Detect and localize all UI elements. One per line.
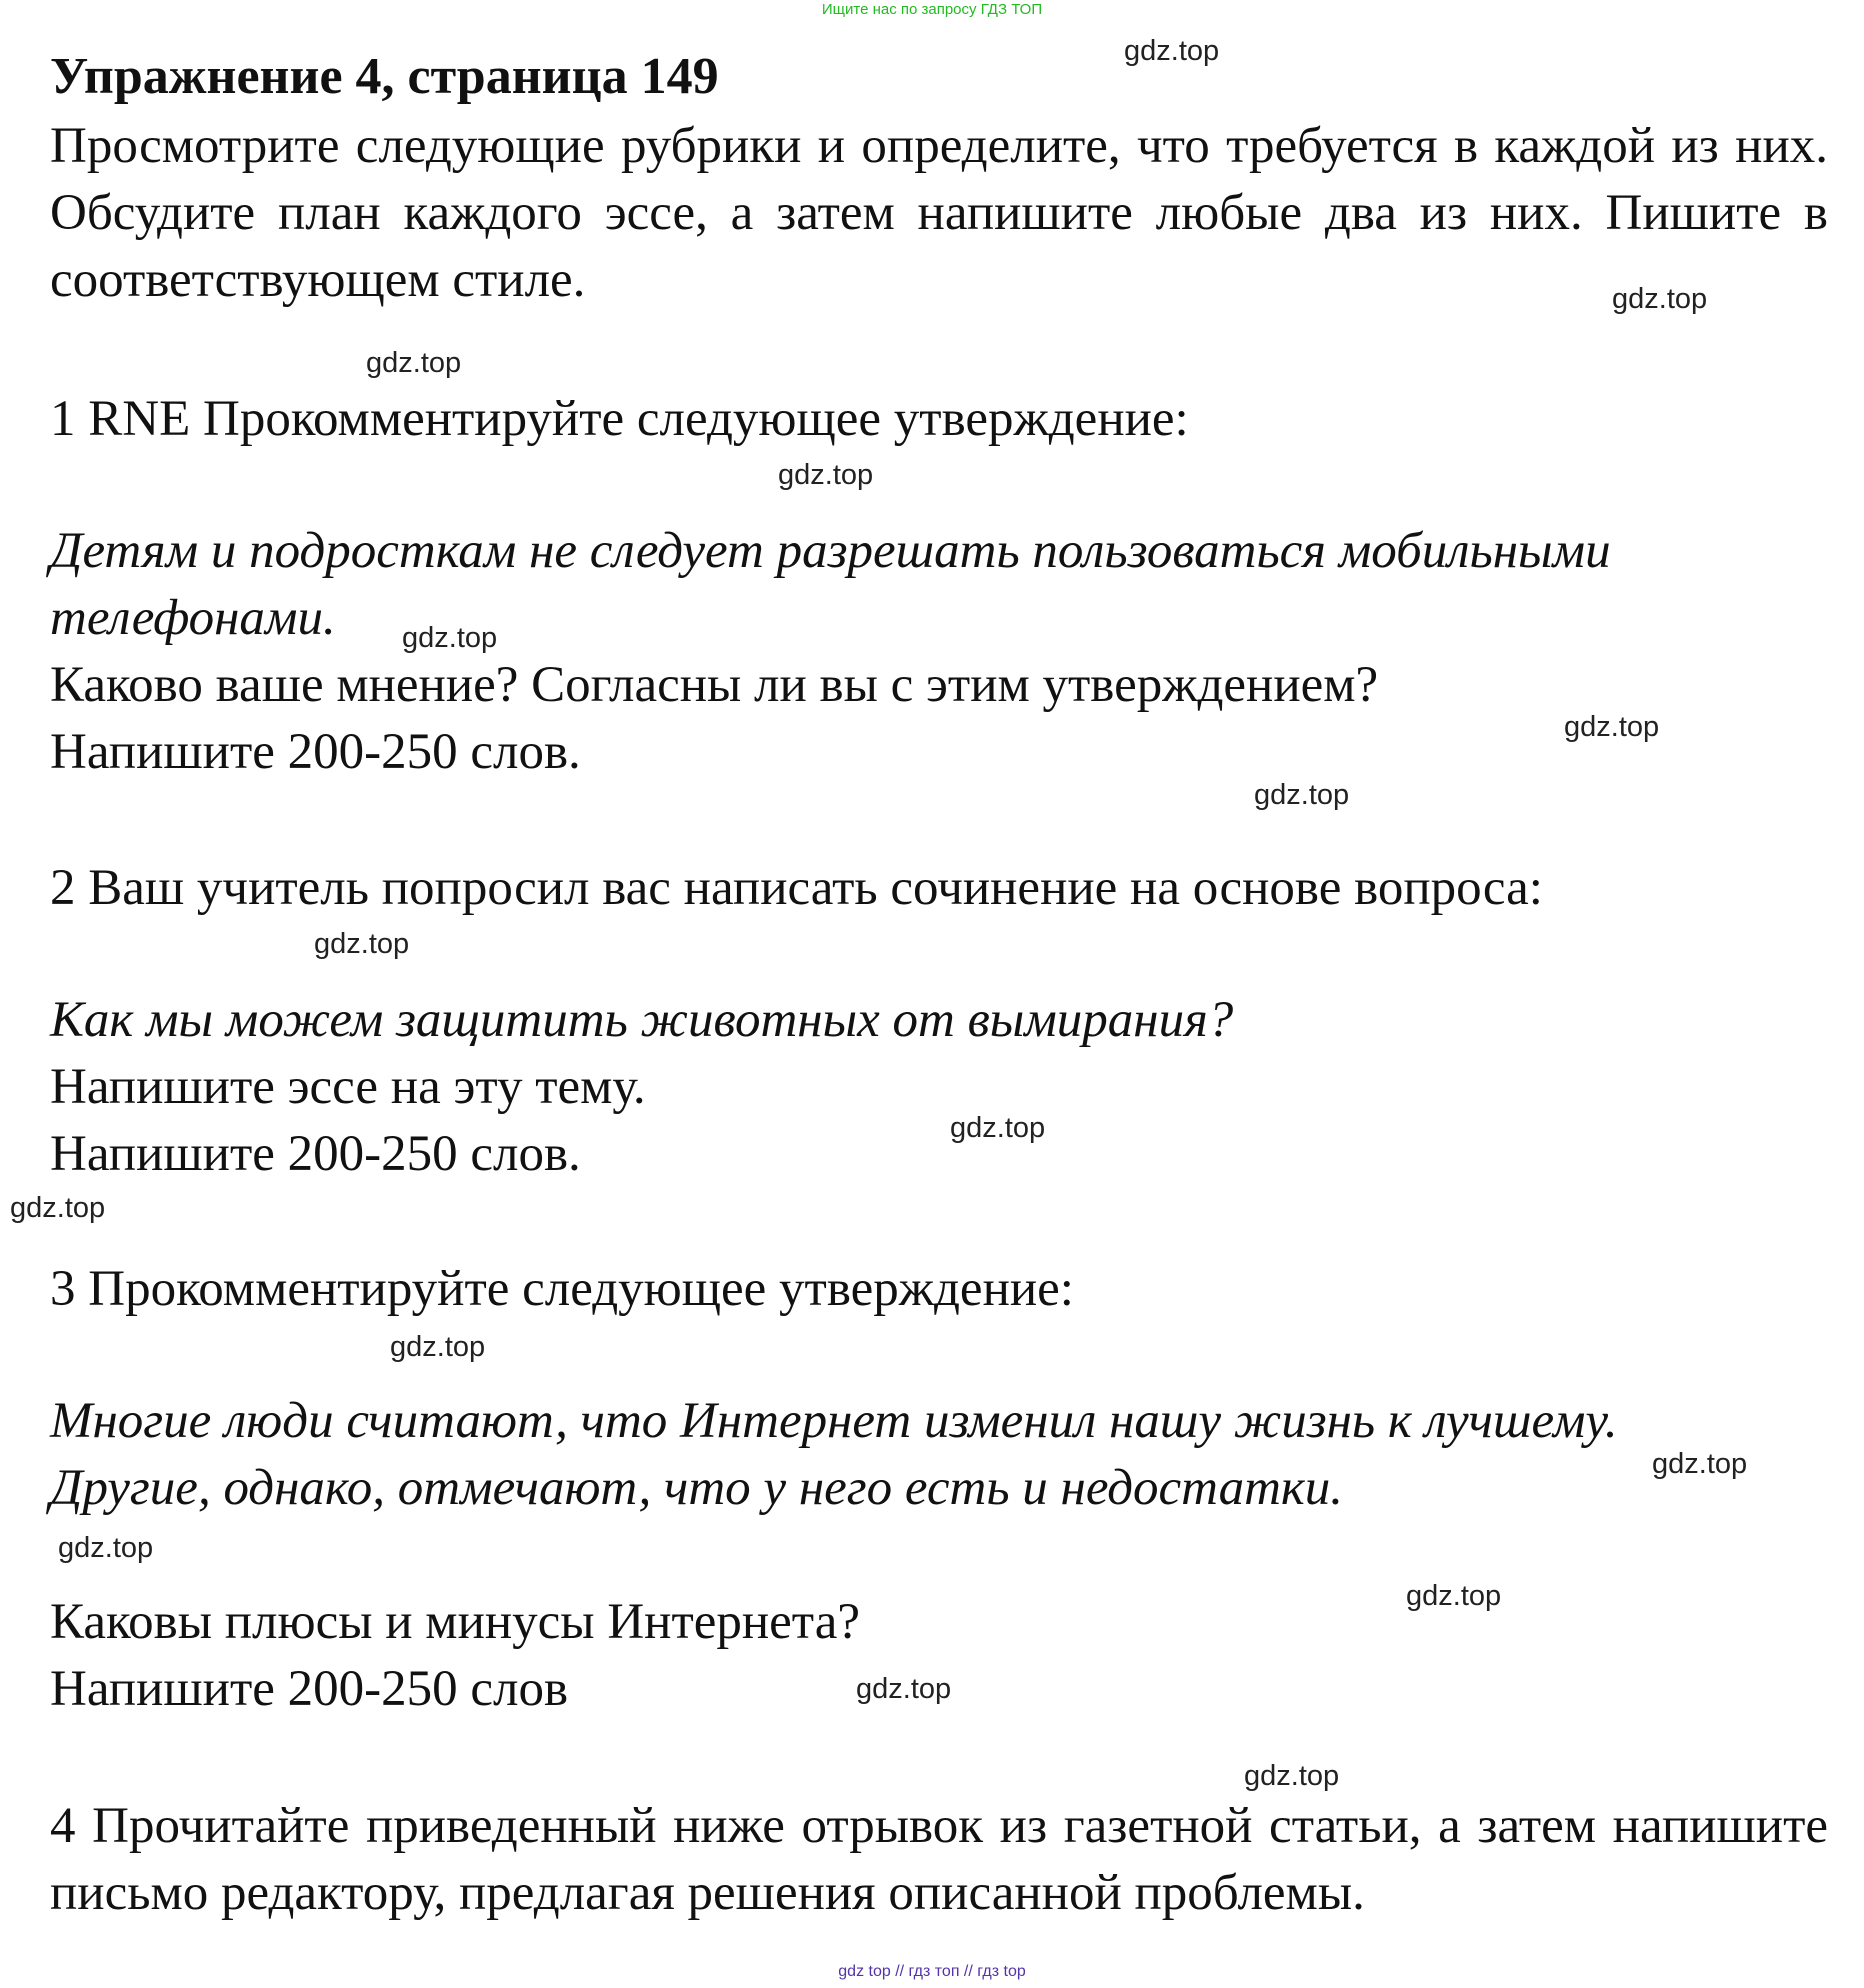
task2-heading: 2 Ваш учитель попросил вас написать сочинение на основе вопроса: <box>50 860 1543 916</box>
task1-question: Каково ваше мнение? Согласны ли вы с этим утверждением? <box>50 657 1379 713</box>
watermark: gdz.top <box>366 347 462 379</box>
page-title: Упражнение 4, страница 149 <box>50 48 719 105</box>
watermark: gdz.top <box>58 1532 154 1564</box>
task4-text: 4 Прочитайте приведенный ниже отрывок из газетной статьи, а затем напишите письмо редактору, предлагая решения описанной проблемы. <box>50 1798 1828 1921</box>
watermark: gdz.top <box>390 1331 486 1363</box>
task3-quote-line1: Многие люди считают, что Интернет изменил нашу жизнь к лучшему. <box>50 1393 1618 1449</box>
task3-heading: 3 Прокомментируйте следующее утверждение: <box>50 1261 1074 1317</box>
watermark: gdz.top <box>1244 1760 1340 1792</box>
intro-text: Просмотрите следующие рубрики и определите, что требуется в каждой из них. Обсудите план каждого эссе, а затем напишите любые два из них. Пишите в соответствующем стиле. <box>50 118 1828 308</box>
watermark: gdz.top <box>778 459 874 491</box>
watermark: gdz.top <box>1254 779 1350 811</box>
task1-quote-line1: Детям и подросткам не следует разрешать пользоваться мобильными <box>50 523 1611 579</box>
task3-word-count: Напишите 200-250 слов <box>50 1661 569 1717</box>
task3-quote-line2: Другие, однако, отмечают, что у него есть и недостатки. <box>50 1460 1344 1516</box>
watermark: gdz.top <box>1612 283 1708 315</box>
task2-word-count: Напишите 200-250 слов. <box>50 1126 581 1182</box>
footer-watermark: gdz top // гдз топ // гдз top <box>838 1963 1026 1980</box>
watermark: gdz.top <box>950 1112 1046 1144</box>
watermark: gdz.top <box>10 1192 106 1224</box>
task2-instruction: Напишите эссе на эту тему. <box>50 1059 646 1115</box>
watermark: gdz.top <box>314 928 410 960</box>
watermark: gdz.top <box>1564 711 1660 743</box>
task1-quote-line2: телефонами. <box>50 590 336 646</box>
task1-heading: 1 RNE Прокомментируйте следующее утверждение: <box>50 391 1189 447</box>
task1-word-count: Напишите 200-250 слов. <box>50 724 581 780</box>
watermark: gdz.top <box>856 1673 952 1705</box>
top-banner: Ищите нас по запросу ГДЗ ТОП <box>821 1 1043 18</box>
task2-quote: Как мы можем защитить животных от вымирания? <box>50 992 1234 1048</box>
watermark: gdz.top <box>1406 1580 1502 1612</box>
watermark: gdz.top <box>1652 1448 1748 1480</box>
task3-question: Каковы плюсы и минусы Интернета? <box>50 1594 860 1650</box>
watermark: gdz.top <box>1124 35 1220 67</box>
watermark: gdz.top <box>402 622 498 654</box>
